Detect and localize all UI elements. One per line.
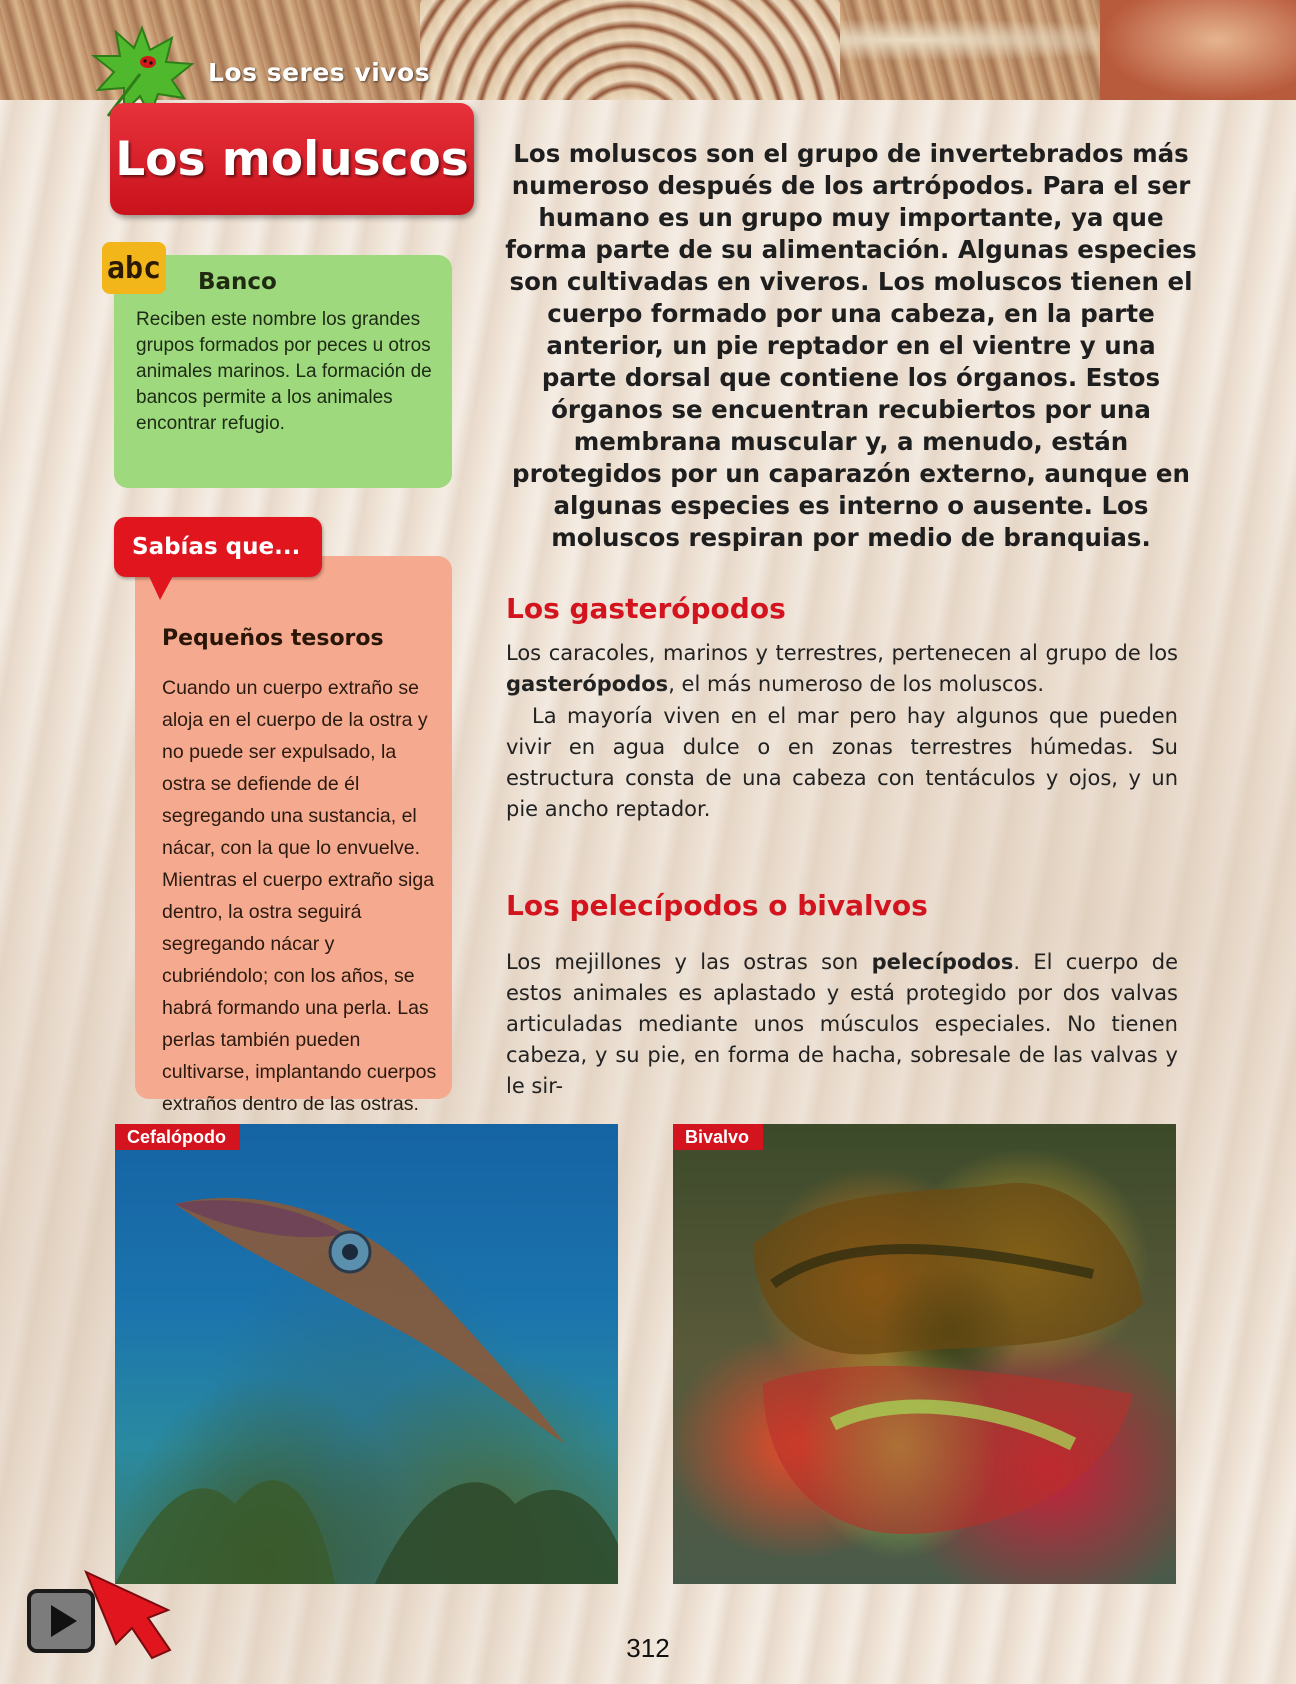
- shell-decoration-right: [1100, 0, 1296, 100]
- photo-label-bivalvo: Bivalvo: [673, 1124, 763, 1150]
- squid-photo: [115, 1124, 618, 1584]
- pelecipodos-paragraph-1: Los mejillones y las ostras son pelecípodos. El cuerpo de estos animales es aplastado y está protegido por dos valvas articuladas mediante unos músculos especiales. No tienen cabeza, y su pie, en forma de hacha, sobresale de las valvas y le sir-: [506, 950, 1178, 1098]
- heading-gasteropodos: Los gasterópodos: [506, 592, 786, 625]
- abc-badge: abc: [102, 242, 166, 294]
- gasteropodos-paragraph-2: La mayoría viven en el mar pero hay algunos que pueden vivir en agua dulce o en zonas terrestres húmedas. Su estructura consta de una cabeza con tentáculos y ojos, y un pie ancho reptador.: [506, 704, 1178, 821]
- page-number: 312: [626, 1633, 670, 1663]
- shell-decoration: [420, 0, 840, 100]
- term-gasteropodos: gasterópodos: [506, 672, 669, 696]
- sabias-text: Cuando un cuerpo extraño se aloja en el cuerpo de la ostra y no puede ser expulsado, la ostra se defiende de él segregando una sustancia, el nácar, con la que lo envuelve. Mientras el cuerpo extraño siga dentro, la ostra seguirá segregando nácar y cubriéndolo; con los años, se habrá formando una perla. Las perlas también pueden cultivarse, implantando cuerpos extraños dentro de las ostras.: [162, 677, 437, 1115]
- sabias-title: Pequeños tesoros: [162, 626, 384, 651]
- section-title: Los seres vivos: [208, 58, 431, 87]
- clam-photo: [673, 1124, 1176, 1584]
- squid-illustration: [115, 1124, 618, 1584]
- speech-tail: [148, 574, 174, 600]
- term-pelecipodos: pelecípodos: [871, 950, 1014, 974]
- banco-text: Reciben este nombre los grandes grupos formados por peces u otros animales marinos. La formación de bancos permite a los animales encontrar refugio.: [136, 309, 432, 434]
- banco-title: Banco: [198, 269, 277, 295]
- clam-illustration: [673, 1124, 1176, 1584]
- intro-paragraph: Los moluscos son el grupo de invertebrados más numeroso después de los artrópodos. Para el ser humano es un grupo muy importante, ya que forma parte de su alimentación. Algunas especies son cultivadas en viveros. Los moluscos tienen el cuerpo formado por una cabeza, en la parte anterior, un pie reptador en el vientre y una parte dorsal que contiene los órganos. Estos órganos se encuentran recubiertos por una membrana muscular y, a menudo, están protegidos por un caparazón externo, aunque en algunas especies es interno o ausente. Los moluscos respiran por medio de branquias.: [505, 139, 1197, 552]
- photo-label-cefalopodo: Cefalópodo: [115, 1124, 240, 1150]
- heading-pelecipodos: Los pelecípodos o bivalvos: [506, 889, 928, 922]
- sabias-tag: Sabías que...: [114, 517, 322, 577]
- gasteropodos-paragraph-1: Los caracoles, marinos y terrestres, pertenecen al grupo de los gasterópodos, el más numeroso de los moluscos.: [506, 641, 1178, 696]
- sabias-box: [135, 556, 452, 1115]
- ladybug-icon: [140, 56, 156, 68]
- page-title-box: [110, 103, 474, 215]
- page-title: Los moluscos: [115, 131, 469, 187]
